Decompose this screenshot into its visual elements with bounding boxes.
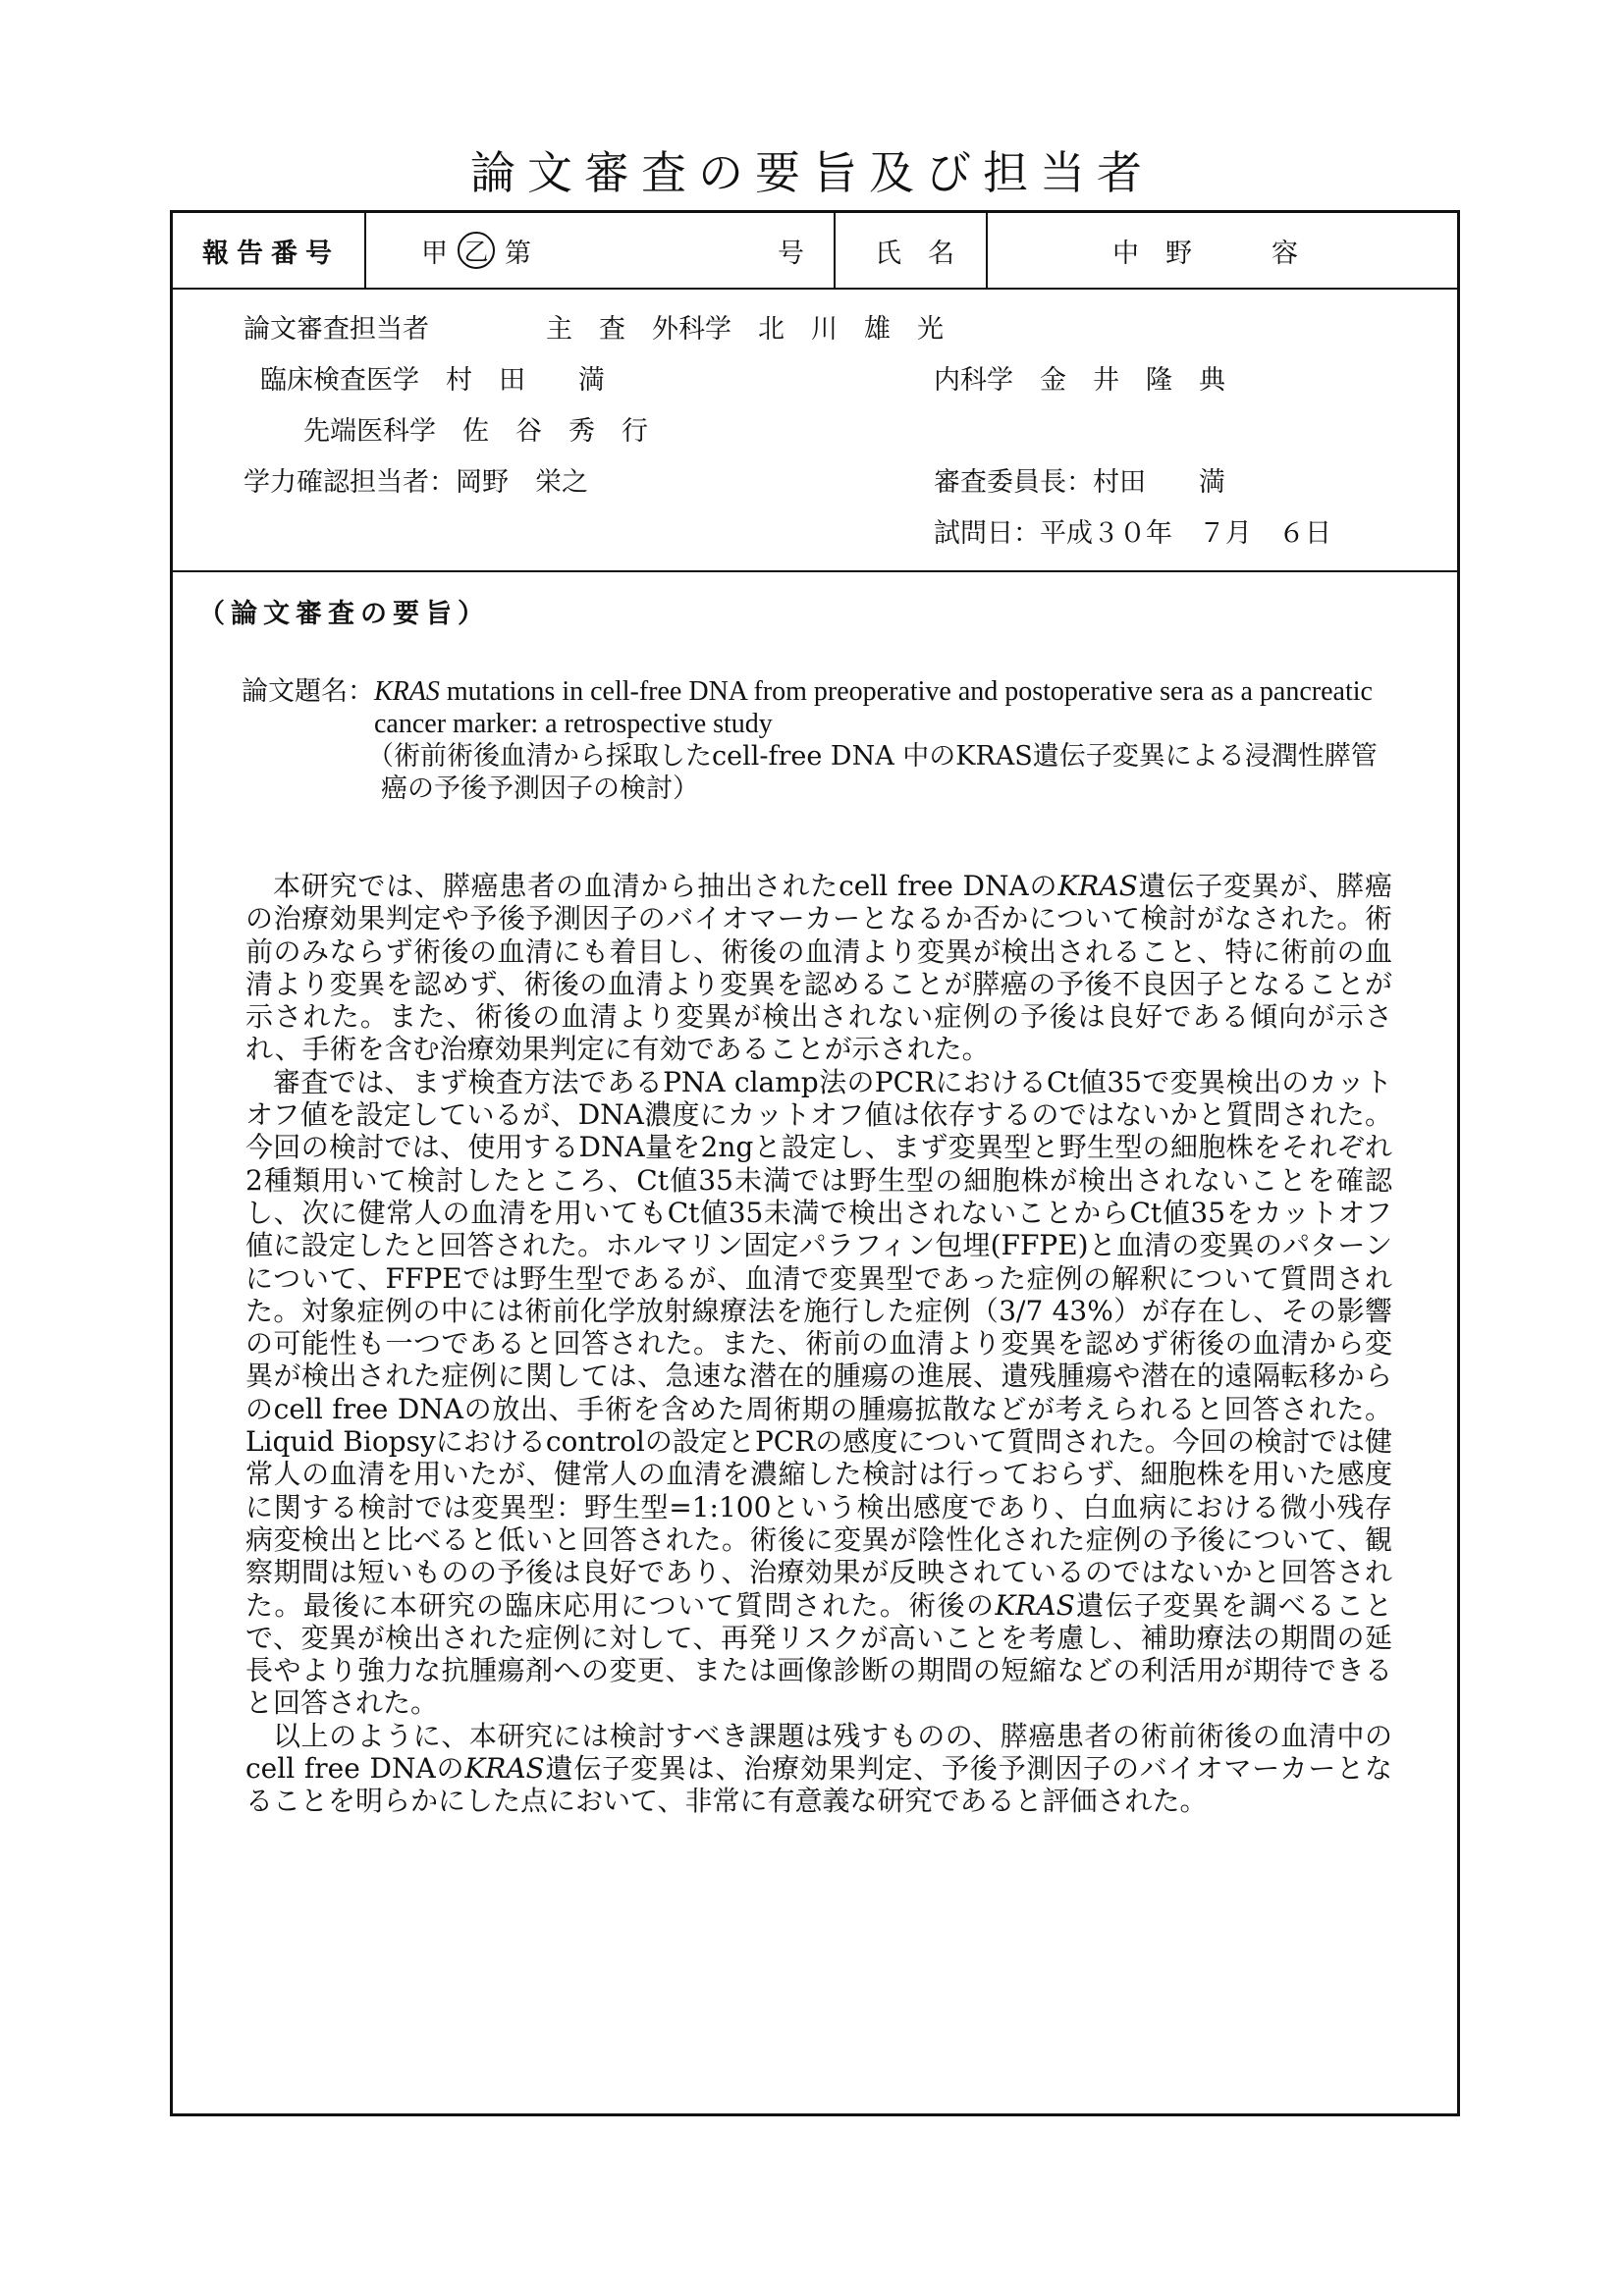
page-title: 論文審査の要旨及び担当者 [470, 146, 1154, 199]
examiners-section [173, 290, 1457, 572]
paper-title-en [374, 675, 1400, 740]
paper-title-rest: mutations in cell-free DNA from preoperative and postoperative sera as a pancreatic cancer marker: a retrospective study [374, 676, 1373, 739]
header-row [173, 213, 1457, 290]
exam-date: 試問日：平成３０年 ７月 ６日 [934, 518, 1331, 549]
candidate-name: 中 野 容 [1112, 238, 1298, 269]
section-title: （論文審査の要旨） [198, 599, 490, 629]
gene-name: KRAS [995, 1588, 1075, 1622]
name-label-cell [836, 213, 988, 288]
report-number-cell [366, 213, 836, 288]
otsu-circled-mark: 乙 [458, 232, 495, 269]
summary-body [245, 870, 1392, 1818]
paper-title-block [242, 675, 1400, 805]
gene-name: KRAS [1057, 870, 1138, 902]
paper-title-label: 論文題名： [242, 676, 374, 707]
paragraph-1: 本研究では、膵癌患者の血清から抽出されたcell free DNAのKRAS遺伝子変異が、膵癌の治療効果判定や予後予測因子のバイオマーカーとなるか否かについて検討がなされた。術前のみならず術後の血清にも着目し、術後の血清より変異が検出されること、特に術前の血清より変異を認めず、術後の血清より変異を認めることが膵癌の予後不良因子となることが示された。また、術後の血清より変異が検出されない症例の予後は良好である傾向が示され、手術を含む治療効果判定に有効であることが示された。 [245, 870, 1392, 1066]
academic-examiner: 学力確認担当者：岡野 栄之 [244, 467, 588, 498]
paper-title-ja: （術前術後血清から採取したcell-free DNA 中のKRAS遺伝子変異による浸潤性膵管癌の予後予測因子の検討） [367, 741, 1378, 804]
examiner-member-3: 先端医科学 佐 谷 秀 行 [303, 416, 648, 447]
report-number-label-cell [173, 213, 366, 288]
paragraph-3: 以上のように、本研究には検討すべき課題は残すものの、膵癌患者の術前術後の血清中のcell free DNAのKRAS遺伝子変異は、治療効果判定、予後予測因子のバイオマーカーとなることを明らかにした点において、非常に有意義な研究であると評価された。 [245, 1719, 1392, 1818]
gene-name: KRAS [464, 1752, 545, 1786]
go-mark: 号 [778, 238, 804, 269]
kou-mark: 甲 [421, 238, 448, 269]
name-label: 氏 名 [875, 238, 954, 269]
examiners-label: 論文審査担当者 [244, 314, 429, 345]
name-value-cell [988, 213, 1457, 288]
committee-chair: 審査委員長：村田 満 [934, 467, 1225, 498]
chief-examiner: 主 査 外科学 北 川 雄 光 [546, 314, 944, 345]
paper-title-gene: KRAS [374, 676, 440, 707]
paragraph-2: 審査では、まず検査方法であるPNA clamp法のPCRにおけるCt値35で変異検出のカットオフ値を設定しているが、DNA濃度にカットオフ値は依存するのではないかと質問された。今回の検討では、使用するDNA量を2ngと設定し、まず変異型と野生型の細胞株をそれぞれ2種類用いて検討したところ、Ct値35未満では野生型の細胞株が検出されないことを確認し、次に健常人の血清を用いてもCt値35未満で検出されないことからCt値35をカットオフ値に設定したと回答された。ホルマリン固定パラフィン包埋(FFPE)と血清の変異のパターンについて、FFPEでは野生型であるが、血清で変異型であった症例の解釈について質問された。対象症例の中には術前化学放射線療法を施行した症例（3/7 43%）が存在し、その影響の可能性も一つであると回答された。また、術前の血清より変異を認めず術後の血清から変異が検出された症例に関しては、急速な潜在的腫瘍の進展、遺残腫瘍や潜在的遠隔転移からのcell free DNAの放出、手術を含めた周術期の腫瘍拡散などが考えられると回答された。Liquid Biopsyにおけるcontrolの設定とPCRの感度について質問された。今回の検討では健常人の血清を用いたが、健常人の血清を濃縮した検討は行っておらず、細胞株を用いた感度に関する検討では変異型：野生型=1:100という検出感度であり、白血病における微小残存病変検出と比べると低いと回答された。術後に変異が陰性化された症例の予後について、観察期間は短いものの予後は良好であり、治療効果が反映されているのではないかと回答された。最後に本研究の臨床応用について質問された。術後のKRAS遺伝子変異を調べることで、変異が検出された症例に対して、再発リスクが高いことを考慮し、補助療法の期間の延長やより強力な抗腫瘍剤への変更、または画像診断の期間の短縮などの利活用が期待できると回答された。 [245, 1065, 1392, 1720]
report-number-label: 報告番号 [202, 238, 340, 269]
examiner-member-1: 臨床検査医学 村 田 満 [260, 365, 605, 396]
examiner-member-2: 内科学 金 井 隆 典 [934, 365, 1225, 396]
dai-mark: 第 [505, 238, 531, 269]
